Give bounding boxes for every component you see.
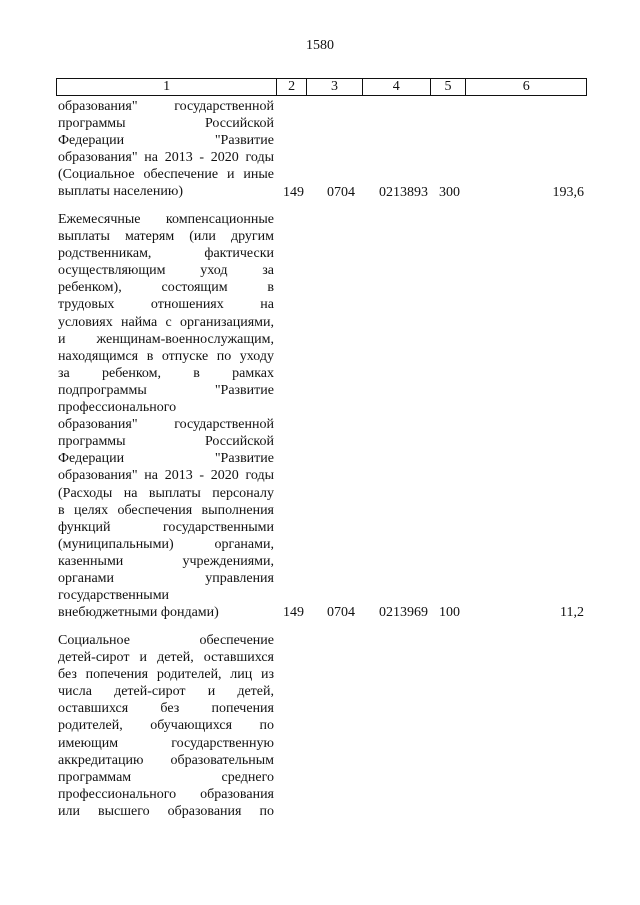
description-line: образования" на 2013 - 2020 годы <box>58 468 274 484</box>
description-line: (Расходы на выплаты персоналу <box>58 485 274 501</box>
description-line: выплаты матерям (или другим <box>58 229 274 245</box>
description-line: осуществляющим уход за <box>58 263 274 279</box>
description-line: выплаты населению) <box>58 184 183 200</box>
description-line: Социальное обеспечение <box>58 633 274 648</box>
description-line: Федерации "Развитие <box>58 451 274 467</box>
description-line: ребенком), состоящим в <box>58 280 274 296</box>
amount-value: 11,2 <box>560 605 584 621</box>
description-line: детей-сирот и детей, оставшихся <box>58 650 274 666</box>
description-line: Федерации "Развитие <box>58 133 274 149</box>
target-code: 0213893 <box>379 184 428 200</box>
section-code: 0704 <box>327 605 355 621</box>
column-header-4: 4 <box>362 79 430 95</box>
column-header-2: 2 <box>276 79 306 95</box>
section-code: 0704 <box>327 184 355 200</box>
description-line: оставшихся без попечения <box>58 701 274 717</box>
description-line: аккредитацию образовательным <box>58 752 274 768</box>
description-line: в целях обеспечения выполнения <box>58 502 274 518</box>
column-header-6: 6 <box>465 79 586 95</box>
description-line: программы Российской <box>58 434 274 450</box>
column-header-3: 3 <box>306 79 362 95</box>
description-line: профессионального образования <box>58 786 274 802</box>
description-line: казенными учреждениями, <box>58 553 274 569</box>
gov-code: 149 <box>283 184 304 200</box>
description-line: внебюджетными фондами) <box>58 605 219 621</box>
description-line: находящимся в отпуске по уходу <box>58 348 274 364</box>
description-line: условиях найма с организациями, <box>58 314 274 330</box>
description-line: числа детей-сирот и детей, <box>58 684 274 700</box>
description-line: программы Российской <box>58 116 274 132</box>
kind-code: 300 <box>439 184 460 200</box>
column-header-5: 5 <box>430 79 466 95</box>
description-line: образования" на 2013 - 2020 годы <box>58 150 274 166</box>
description-line: функций государственными <box>58 519 274 535</box>
description-line: программам среднего <box>58 769 274 785</box>
description-line: за ребенком, в рамках <box>58 365 274 381</box>
page-number: 1580 <box>306 38 334 53</box>
description-line: без попечения родителей, лиц из <box>58 667 274 683</box>
row-description <box>58 211 274 621</box>
description-line: подпрограммы "Развитие <box>58 382 274 398</box>
kind-code: 100 <box>439 605 460 621</box>
description-line: образования" государственной <box>58 417 274 433</box>
description-line: образования" государственной <box>58 99 274 114</box>
row-description <box>58 632 274 820</box>
description-line: имеющим государственную <box>58 735 274 751</box>
description-line: государственными <box>58 588 170 604</box>
description-line: трудовых отношениях на <box>58 297 274 313</box>
amount-value: 193,6 <box>552 184 584 200</box>
description-line: (Социальное обеспечение и иные <box>58 167 274 183</box>
column-header-1: 1 <box>163 79 171 94</box>
description-line: профессионального <box>58 400 177 416</box>
row-description <box>58 98 274 201</box>
gov-code: 149 <box>283 605 304 621</box>
description-line: Ежемесячные компенсационные <box>58 212 274 227</box>
target-code: 0213969 <box>379 605 428 621</box>
description-line: родственникам, фактически <box>58 246 274 262</box>
description-line: и женщинам-военнослужащим, <box>58 331 274 347</box>
table-column-header <box>56 78 587 96</box>
description-line: или высшего образования по <box>58 803 274 819</box>
description-line: родителей, обучающихся по <box>58 718 274 734</box>
description-line: органами управления <box>58 570 274 586</box>
description-line: (муниципальными) органами, <box>58 536 274 552</box>
